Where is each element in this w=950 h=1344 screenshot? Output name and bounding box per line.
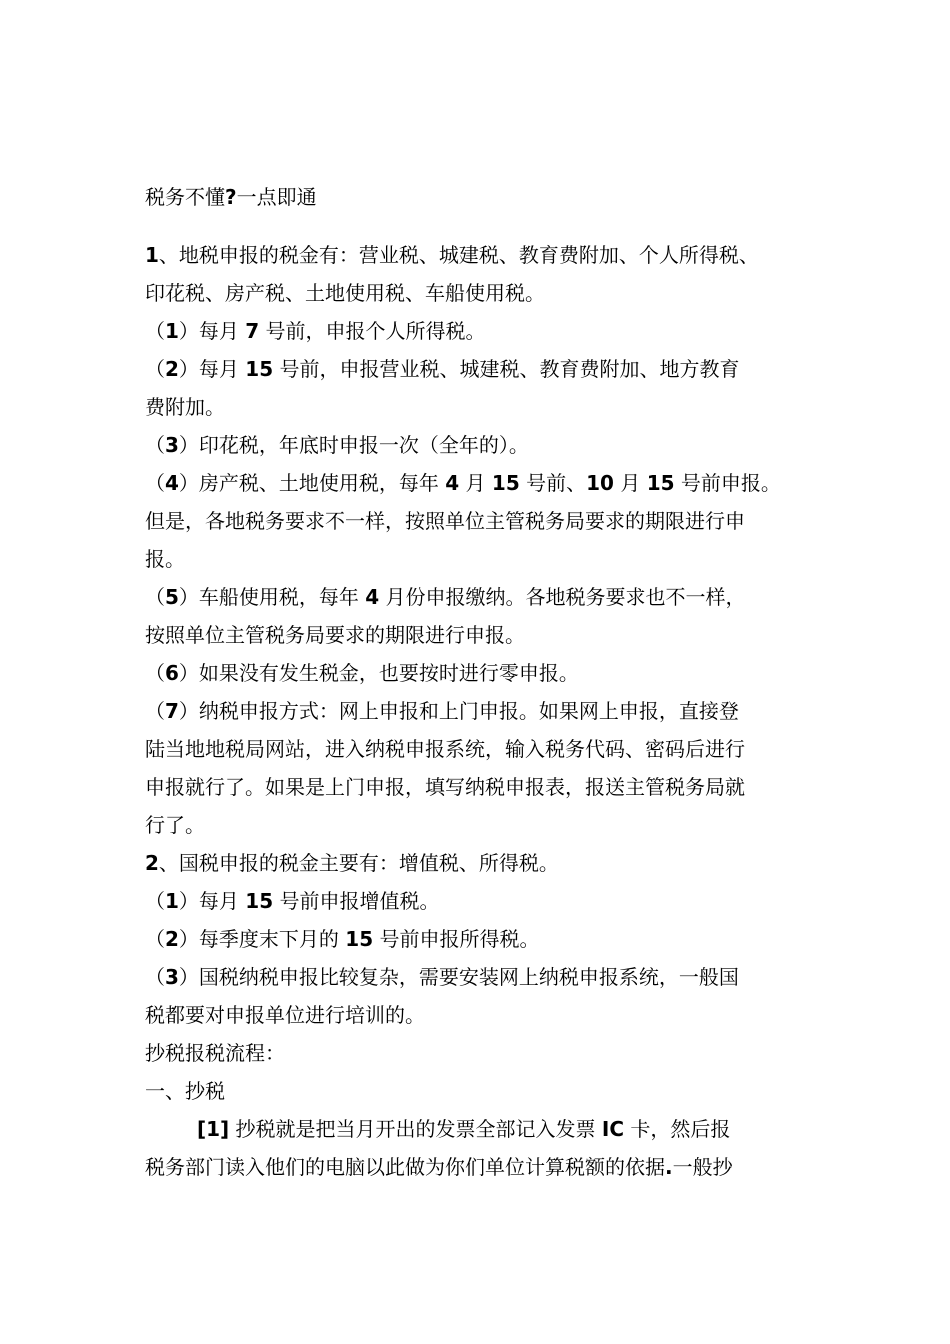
paragraph-line: （2）每月 15 号前，申报营业税、城建税、教育费附加、地方教育 bbox=[145, 357, 740, 381]
paragraph-line: 陆当地地税局网站，进入纳税申报系统，输入税务代码、密码后进行 bbox=[145, 737, 745, 761]
paragraph-line: 但是，各地税务要求不一样，按照单位主管税务局要求的期限进行申 bbox=[145, 509, 745, 533]
paragraph-line: 税务部门读入他们的电脑以此做为你们单位计算税额的依据.一般抄 bbox=[145, 1155, 733, 1179]
paragraph-line: （3）国税纳税申报比较复杂，需要安装网上纳税申报系统，一般国 bbox=[145, 965, 739, 989]
paragraph-line: （4）房产税、土地使用税，每年 4 月 15 号前、10 月 15 号前申报。 bbox=[145, 471, 781, 495]
section-heading: 一、抄税 bbox=[145, 1079, 225, 1103]
paragraph-line: [1] 抄税就是把当月开出的发票全部记入发票 IC 卡，然后报 bbox=[197, 1117, 731, 1141]
paragraph-line: 申报就行了。如果是上门申报，填写纳税申报表，报送主管税务局就 bbox=[145, 775, 745, 799]
paragraph-line: 1、地税申报的税金有：营业税、城建税、教育费附加、个人所得税、 bbox=[145, 243, 759, 267]
paragraph-line: （1）每月 7 号前，申报个人所得税。 bbox=[145, 319, 486, 343]
section-heading: 2、国税申报的税金主要有：增值税、所得税。 bbox=[145, 851, 559, 875]
section-heading: 抄税报税流程： bbox=[145, 1041, 285, 1065]
document-title: 税务不懂?一点即通 bbox=[145, 185, 317, 209]
paragraph-line: （3）印花税，年底时申报一次（全年的）。 bbox=[145, 433, 529, 457]
paragraph-line: （6）如果没有发生税金，也要按时进行零申报。 bbox=[145, 661, 579, 685]
paragraph-line: （5）车船使用税，每年 4 月份申报缴纳。各地税务要求也不一样， bbox=[145, 585, 746, 609]
paragraph-line: 税都要对申报单位进行培训的。 bbox=[145, 1003, 425, 1027]
paragraph-line: 报。 bbox=[145, 547, 185, 571]
paragraph-line: 按照单位主管税务局要求的期限进行申报。 bbox=[145, 623, 525, 647]
paragraph-line: 印花税、房产税、土地使用税、车船使用税。 bbox=[145, 281, 545, 305]
paragraph-line: （7）纳税申报方式：网上申报和上门申报。如果网上申报，直接登 bbox=[145, 699, 739, 723]
paragraph-line: （2）每季度末下月的 15 号前申报所得税。 bbox=[145, 927, 540, 951]
paragraph-line: （1）每月 15 号前申报增值税。 bbox=[145, 889, 440, 913]
paragraph-line: 费附加。 bbox=[145, 395, 225, 419]
paragraph-line: 行了。 bbox=[145, 813, 205, 837]
document-body bbox=[145, 178, 810, 1186]
